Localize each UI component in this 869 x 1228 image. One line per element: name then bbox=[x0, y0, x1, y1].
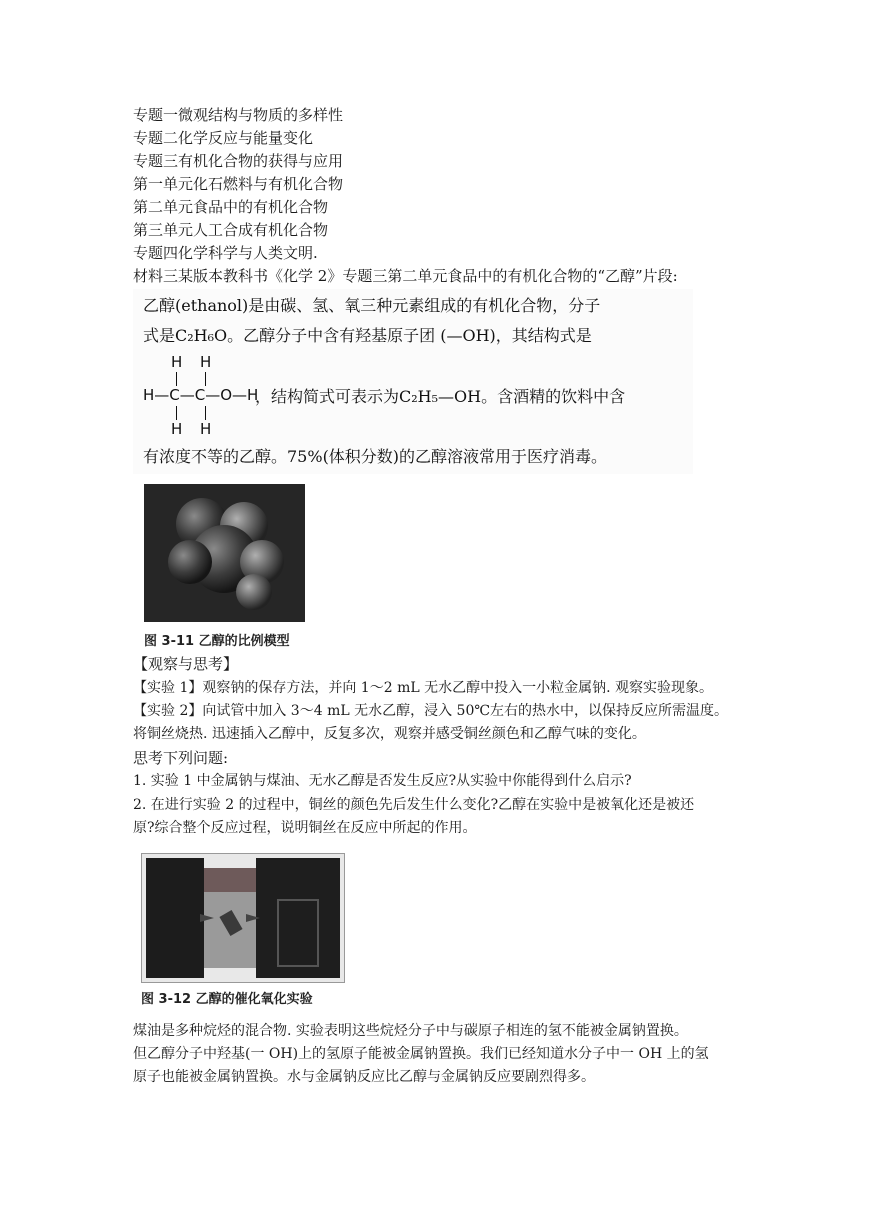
toc-item: 专题三有机化合物的获得与应用 bbox=[133, 152, 344, 170]
textbook-line-4: 有浓度不等的乙醇。75%(体积分数)的乙醇溶液常用于医疗消毒。 bbox=[143, 447, 608, 466]
formula-bond bbox=[205, 372, 206, 386]
experiment-2-line-2: 将铜丝烧热. 迅速插入乙醇中，反复多次，观察并感受铜丝颜色和乙醇气味的变化。 bbox=[133, 726, 646, 742]
question-1: 1. 实验 1 中金属钠与煤油、无水乙醇是否发生反应?从实验中你能得到什么启示? bbox=[133, 773, 632, 789]
experiment-1: 【实验 1】观察钠的保存方法，并向 1～2 mL 无水乙醇中投入一小粒金属钠. 观察实验现象。 bbox=[133, 680, 713, 696]
formula-bond bbox=[205, 406, 206, 420]
experiment-2-line-1: 【实验 2】向试管中加入 3～4 mL 无水乙醇，浸入 50℃左右的热水中，以保持反应所需温度。 bbox=[133, 703, 729, 719]
catalytic-oxidation-photo bbox=[141, 853, 345, 983]
material-intro: 材料三某版本教科书《化学 2》专题三第二单元食品中的有机化合物的“乙醇”片段: bbox=[133, 267, 678, 285]
ball-model-icon bbox=[144, 484, 305, 622]
formula-bond bbox=[176, 372, 177, 386]
conclusion-line-2: 但乙醇分子中羟基(一 OH)上的氢原子能被金属钠置换。我们已经知道水分子中一 OH 上的氢 bbox=[133, 1046, 709, 1062]
formula-top-h1: H bbox=[171, 353, 183, 371]
ethanol-model-photo bbox=[144, 484, 305, 622]
question-2-line-2: 原?综合整个反应过程，说明铜丝在反应中所起的作用。 bbox=[133, 820, 477, 836]
toc-item: 第一单元化石燃料与有机化合物 bbox=[133, 175, 344, 193]
conclusion-line-3: 原子也能被金属钠置换。水与金属钠反应比乙醇与金属钠反应要剧烈得多。 bbox=[133, 1069, 595, 1085]
formula-top-h2: H bbox=[200, 353, 212, 371]
textbook-scan bbox=[133, 289, 693, 474]
observe-heading: 【观察与思考】 bbox=[133, 655, 239, 673]
question-2-line-1: 2. 在进行实验 2 的过程中，铜丝的颜色先后发生什么变化?乙醇在实验中是被氧化还是被还 bbox=[133, 797, 695, 813]
toc-item: 专题一微观结构与物质的多样性 bbox=[133, 106, 344, 124]
textbook-line-2: 式是C₂H₆O。乙醇分子中含有羟基原子团 (—OH)，其结构式是 bbox=[143, 326, 592, 345]
toc-item: 专题四化学科学与人类文明. bbox=[133, 244, 318, 262]
figure2-caption: 图 3-12 乙醇的催化氧化实验 bbox=[141, 992, 313, 1007]
think-heading: 思考下列问题: bbox=[133, 749, 229, 767]
experiment-photo-icon bbox=[142, 854, 344, 982]
formula-chain: H—C—C—O—H bbox=[143, 386, 259, 404]
toc-item: 专题二化学反应与能量变化 bbox=[133, 129, 314, 147]
toc-item: 第二单元食品中的有机化合物 bbox=[133, 198, 329, 216]
formula-bottom-h2: H bbox=[200, 420, 212, 438]
formula-bond bbox=[176, 406, 177, 420]
textbook-line-3: ，结构简式可表示为C₂H₅—OH。含酒精的饮料中含 bbox=[255, 387, 626, 406]
conclusion-line-1: 煤油是多种烷烃的混合物. 实验表明这些烷烃分子中与碳原子相连的氢不能被金属钠置换。 bbox=[133, 1023, 688, 1039]
toc-item: 第三单元人工合成有机化合物 bbox=[133, 221, 329, 239]
formula-bottom-h1: H bbox=[171, 420, 183, 438]
textbook-line-1: 乙醇(ethanol)是由碳、氢、氧三种元素组成的有机化合物，分子 bbox=[143, 296, 601, 315]
figure1-caption: 图 3-11 乙醇的比例模型 bbox=[144, 634, 290, 649]
